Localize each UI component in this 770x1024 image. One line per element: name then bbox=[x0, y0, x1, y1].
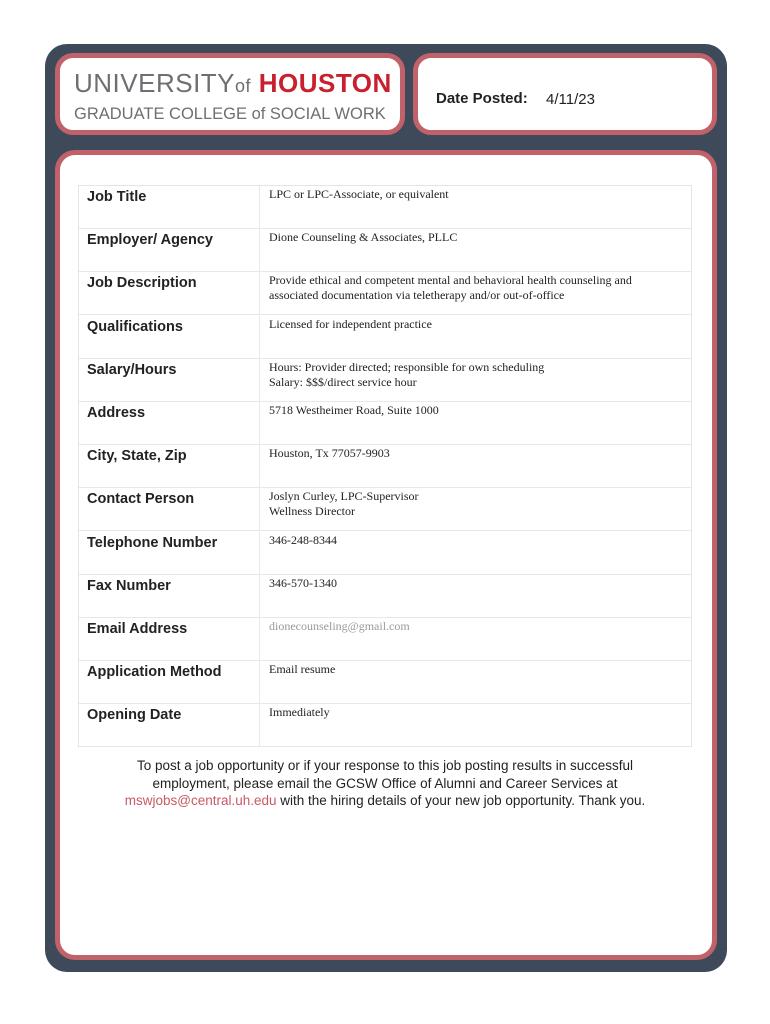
row-employer-agency bbox=[79, 229, 691, 272]
row-email-address bbox=[79, 618, 691, 661]
address-value bbox=[269, 403, 684, 418]
column-divider bbox=[259, 229, 260, 271]
row-application-method bbox=[79, 661, 691, 704]
logo-title bbox=[74, 68, 392, 99]
city-state-zip-value bbox=[269, 446, 684, 461]
row-qualifications bbox=[79, 316, 691, 359]
footer-email-link[interactable]: mswjobs@central.uh.edu bbox=[124, 793, 277, 808]
employer-agency-value bbox=[269, 230, 684, 245]
job-description-value-line: associated documentation via teletherapy and/or out-of-office bbox=[269, 288, 565, 303]
application-method-label: Application Method bbox=[87, 664, 222, 681]
salary-hours-value-line: Salary: $$$/direct service hour bbox=[269, 374, 417, 389]
application-method-value-line: Email resume bbox=[269, 662, 336, 677]
column-divider bbox=[259, 704, 260, 746]
salary-hours-value-line: Hours: Provider directed; responsible for own scheduling bbox=[269, 359, 545, 374]
logo-university: UNIVERSITY bbox=[74, 68, 236, 98]
column-divider bbox=[259, 661, 260, 703]
telephone-number-value bbox=[269, 533, 684, 548]
university-logo bbox=[55, 53, 405, 135]
opening-date-value-line: Immediately bbox=[269, 705, 330, 720]
address-label: Address bbox=[87, 405, 146, 421]
row-job-description bbox=[79, 272, 691, 315]
opening-date-label: Opening Date bbox=[87, 707, 182, 724]
salary-hours-label: Salary/Hours bbox=[87, 361, 177, 378]
city-state-zip-value-line: Houston, Tx 77057-9903 bbox=[269, 446, 390, 461]
footer-text-before: To post a job opportunity or if your response to this job posting results in successful employment, please email the GCSW Office of Alumni and Career Services at bbox=[136, 758, 633, 791]
address-value-line: 5718 Westheimer Road, Suite 1000 bbox=[269, 403, 439, 417]
column-divider bbox=[259, 575, 260, 617]
opening-date-value bbox=[269, 705, 684, 720]
column-divider bbox=[259, 488, 260, 530]
logo-subtitle: GRADUATE COLLEGE of SOCIAL WORK bbox=[74, 105, 386, 123]
column-divider bbox=[259, 532, 260, 574]
footer-text-after: with the hiring details of your new job opportunity. Thank you. bbox=[280, 793, 646, 808]
row-opening-date bbox=[79, 704, 691, 747]
logo-of: of bbox=[235, 76, 252, 96]
email-address-value bbox=[269, 619, 684, 634]
column-divider bbox=[259, 316, 260, 358]
contact-person-label: Contact Person bbox=[87, 491, 195, 508]
fax-number-value-line: 346-570-1340 bbox=[269, 575, 337, 590]
salary-hours-value bbox=[269, 360, 684, 390]
column-divider bbox=[259, 445, 260, 487]
job-description-value bbox=[269, 273, 684, 303]
email-address-value-line: dionecounseling@gmail.com bbox=[269, 619, 410, 633]
qualifications-label: Qualifications bbox=[87, 318, 183, 335]
row-address bbox=[79, 402, 691, 445]
job-title-label: Job Title bbox=[87, 189, 147, 205]
contact-person-value-line: Joslyn Curley, LPC-Supervisor bbox=[269, 489, 419, 504]
row-city-state-zip bbox=[79, 445, 691, 488]
application-method-value bbox=[269, 662, 684, 677]
footer-note bbox=[120, 757, 650, 810]
date-posted-box bbox=[413, 53, 717, 135]
email-address-label: Email Address bbox=[87, 621, 188, 637]
telephone-number-label: Telephone Number bbox=[87, 534, 218, 551]
date-posted-label: Date Posted: bbox=[436, 90, 528, 107]
job-description-value-line: Provide ethical and competent mental and behavioral health counseling and bbox=[269, 273, 632, 288]
contact-person-value bbox=[269, 489, 684, 519]
job-title-value-line: LPC or LPC-Associate, or equivalent bbox=[269, 187, 449, 201]
column-divider bbox=[259, 272, 260, 314]
column-divider bbox=[259, 186, 260, 228]
column-divider bbox=[259, 618, 260, 660]
job-details-table bbox=[78, 185, 692, 747]
employer-agency-value-line: Dione Counseling & Associates, PLLC bbox=[269, 230, 458, 245]
row-contact-person bbox=[79, 488, 691, 531]
qualifications-value-line: Licensed for independent practice bbox=[269, 316, 432, 331]
logo-houston: HOUSTON bbox=[258, 68, 392, 98]
qualifications-value bbox=[269, 317, 684, 332]
column-divider bbox=[259, 359, 260, 401]
row-telephone-number bbox=[79, 532, 691, 575]
row-salary-hours bbox=[79, 359, 691, 402]
telephone-number-value-line: 346-248-8344 bbox=[269, 532, 337, 547]
date-posted-value: 4/11/23 bbox=[546, 91, 595, 108]
contact-person-value-line: Wellness Director bbox=[269, 504, 356, 519]
employer-agency-label: Employer/ Agency bbox=[87, 232, 213, 249]
job-title-value bbox=[269, 187, 684, 202]
column-divider bbox=[259, 402, 260, 444]
row-fax-number bbox=[79, 575, 691, 618]
fax-number-label: Fax Number bbox=[87, 577, 171, 594]
row-job-title bbox=[79, 186, 691, 229]
fax-number-value bbox=[269, 576, 684, 591]
city-state-zip-label: City, State, Zip bbox=[87, 448, 187, 465]
job-description-label: Job Description bbox=[87, 275, 197, 292]
